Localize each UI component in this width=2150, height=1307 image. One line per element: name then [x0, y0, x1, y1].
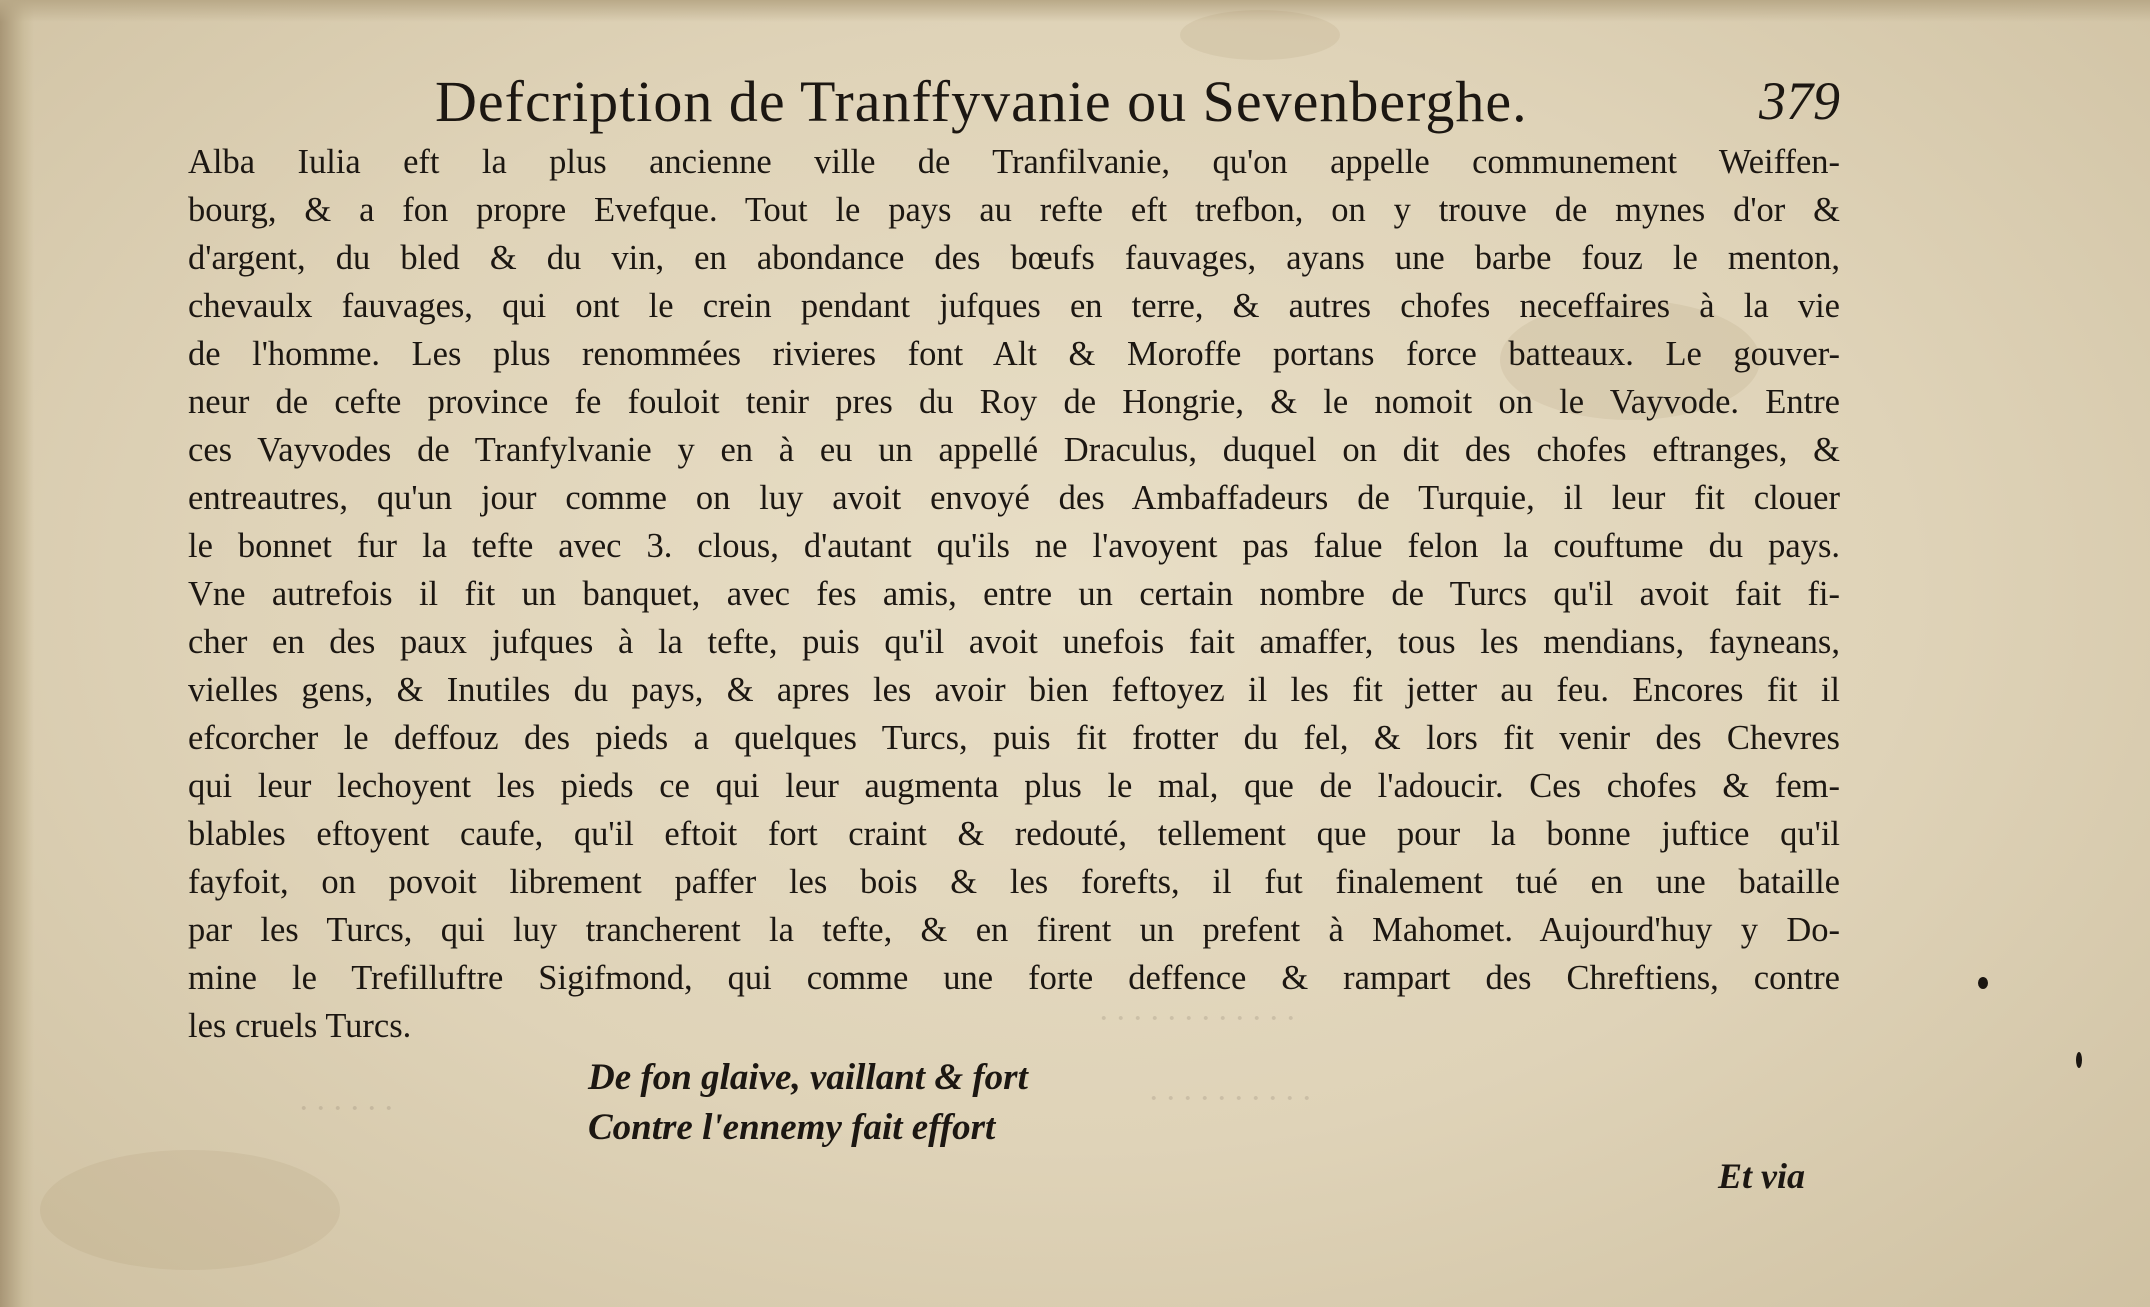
ink-spot [1978, 977, 1988, 989]
text-line: Alba Iulia eft la plus ancienne ville de Tranfilvanie, qu'on appelle communement Weiffen- [188, 143, 1840, 181]
text-line: chevaulx fauvages, qui ont le crein pendant jufques en terre, & autres chofes neceffaires à la vie [188, 287, 1840, 325]
paper-stain [1180, 10, 1340, 60]
text-line: bourg, & a fon propre Evefque. Tout le pays au refte eft trefbon, on y trouve de mynes d'or & [188, 191, 1840, 229]
running-header [180, 60, 1840, 140]
text-line: vielles gens, & Inutiles du pays, & apres les avoir bien feftoyez il les fit jetter au feu. Encores fit il [188, 671, 1840, 709]
text-line: par les Turcs, qui luy trancherent la tefte, & en firent un prefent à Mahomet. Aujourd'huy y Do- [188, 911, 1840, 949]
page-top-shadow [0, 0, 2150, 22]
text-line: le bonnet fur la tefte avec 3. clous, d'autant qu'ils ne l'avoyent pas falue felon la couftume du pays. [188, 527, 1840, 565]
catchword: Et via [1718, 1156, 1805, 1196]
show-through-text: · · · · · · [300, 1090, 394, 1127]
body-paragraph [188, 138, 1840, 1050]
text-line: entreautres, qu'un jour comme on luy avoit envoyé des Ambaffadeurs de Turquie, il leur fit clouer [188, 479, 1840, 517]
text-line: neur de cefte province fe fouloit tenir pres du Roy de Hongrie, & le nomoit on le Vayvode. Entre [188, 383, 1840, 421]
text-line: fayfoit, on povoit librement paffer les bois & les forefts, il fut finalement tué en une bataille [188, 863, 1840, 901]
page-number: 379 [1759, 71, 1840, 131]
paper-stain [40, 1150, 340, 1270]
ink-spot [2076, 1052, 2082, 1068]
running-title: Defcription de Tranffyvanie ou Sevenberghe. [435, 69, 1528, 134]
text-line: efcorcher le deffouz des pieds a quelques Turcs, puis fit frotter du fel, & lors fit venir des Chevres [188, 719, 1840, 757]
text-line: qui leur lechoyent les pieds ce qui leur augmenta plus le mal, que de l'adoucir. Ces chofes & fem- [188, 767, 1840, 805]
page-edge-shadow [0, 0, 34, 1307]
text-line: Vne autrefois il fit un banquet, avec fes amis, entre un certain nombre de Turcs qu'il avoit fait fi- [188, 575, 1840, 613]
verse [588, 1053, 1028, 1153]
text-line: de l'homme. Les plus renommées rivieres font Alt & Moroffe portans force batteaux. Le gouver- [188, 335, 1840, 373]
verse-line: Contre l'ennemy fait effort [588, 1107, 996, 1148]
verse-line: De fon glaive, vaillant & fort [588, 1057, 1028, 1098]
text-line: mine le Trefilluftre Sigifmond, qui comme une forte deffence & rampart des Chreftiens, contre [188, 959, 1840, 997]
text-line: blables eftoyent caufe, qu'il eftoit fort craint & redouté, tellement que pour la bonne juftice qu'il [188, 815, 1840, 853]
text-line: les cruels Turcs. [188, 1007, 412, 1045]
text-line: ces Vayvodes de Tranfylvanie y en à eu un appellé Draculus, duquel on dit des chofes eftranges, & [188, 431, 1840, 469]
show-through-text: · · · · · · · · · · [1150, 1080, 1312, 1117]
text-line: d'argent, du bled & du vin, en abondance des bœufs fauvages, ayans une barbe fouz le menton, [188, 239, 1840, 277]
show-through-text: · · · · · · · · · · · · [1100, 1000, 1296, 1037]
text-line: cher en des paux jufques à la tefte, puis qu'il avoit unefois fait amaffer, tous les mendians, fayneans, [188, 623, 1840, 661]
